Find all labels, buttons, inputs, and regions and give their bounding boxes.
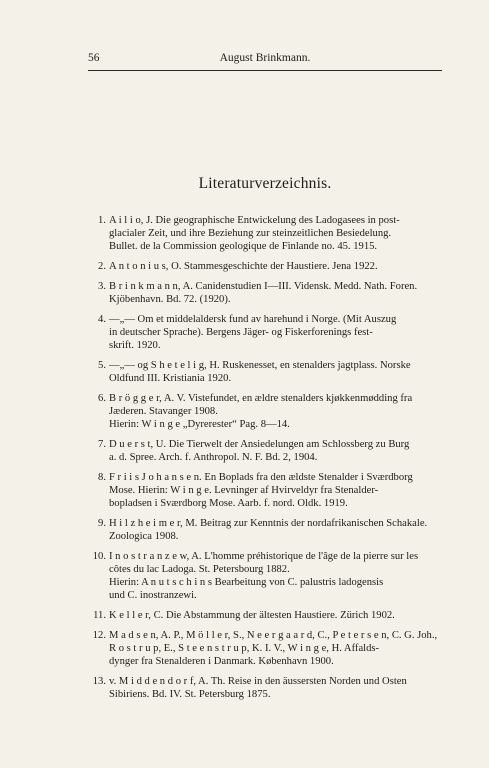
reference-text-line: Mose. Hierin: W i n g e. Levninger af Hvirveldyr fra Stenalder- [109, 485, 379, 496]
reference-entry [88, 214, 442, 253]
reference-text-line: a. d. Spree. Arch. f. Anthropol. N. F. Bd. 2, 1904. [109, 452, 318, 463]
reference-text-line: côtes du lac Ladoga. St. Petersbourg 1882. [109, 564, 290, 575]
reference-text-line: A n t o n i u s, O. Stammesgeschichte der Haustiere. Jena 1922. [109, 261, 378, 272]
reference-text-line: Hierin: A n u t s c h i n s Bearbeitung von C. palustris ladogensis [109, 577, 384, 588]
reference-text-line: in deutscher Sprache). Bergens Jäger- og Fiskerforenings fest- [109, 327, 373, 338]
reference-number: 2. [98, 261, 106, 272]
reference-text-line: —„— og S h e t e l i g, H. Ruskenesset, en stenalders jagtplass. Norske [109, 360, 411, 371]
section-title: Literaturverzeichnis. [198, 175, 332, 192]
reference-entry [88, 438, 442, 464]
reference-text-line: F r i i s J o h a n s e n. En Boplads fra den ældste Stenalder i Sværdborg [109, 472, 413, 483]
reference-text-line: —„— Om et middelaldersk fund av harehund i Norge. (Mit Auszug [109, 314, 397, 325]
reference-entry [88, 550, 442, 602]
reference-text-line: B r ö g g e r, A. V. Vistefundet, en ældre stenalders kjøkkenmødding fra [109, 393, 413, 404]
reference-entry [88, 517, 442, 543]
reference-entry [88, 629, 442, 668]
reference-text-line: H i l z h e i m e r, M. Beitrag zur Kenntnis der nordafrikanischen Schakale. [109, 518, 428, 529]
reference-list [88, 214, 442, 708]
reference-entry [88, 609, 442, 622]
reference-entry [88, 280, 442, 306]
reference-text-line: Zoologica 1908. [109, 531, 179, 542]
header-rule [88, 70, 442, 71]
reference-number: 13. [92, 676, 106, 687]
reference-text-line: und C. inostranzewi. [109, 590, 197, 601]
reference-text-line: v. M i d d e n d o r f, A. Th. Reise in den äussersten Norden und Osten [109, 676, 407, 687]
page-number: 56 [88, 52, 100, 64]
reference-number: 7. [98, 439, 106, 450]
reference-text-line: K e l l e r, C. Die Abstammung der ältesten Haustiere. Zürich 1902. [109, 610, 395, 621]
reference-number: 6. [98, 393, 106, 404]
page-header [88, 52, 442, 70]
reference-text-line: R o s t r u p, E., S t e e n s t r u p, K. I. V., W i n g e, H. Affalds- [109, 643, 380, 654]
reference-text-line: B r i n k m a n n, A. Canidenstudien I—III. Vidensk. Medd. Nath. Foren. [109, 281, 418, 292]
reference-entry [88, 313, 442, 352]
reference-text-line: bopladsen i Sværdborg Mose. Aarb. f. nord. Oldk. 1919. [109, 498, 348, 509]
reference-number: 4. [98, 314, 106, 325]
reference-number: 9. [98, 518, 106, 529]
reference-text-line: Kjöbenhavn. Bd. 72. (1920). [109, 294, 231, 305]
reference-number: 12. [92, 630, 106, 641]
reference-entry [88, 675, 442, 701]
reference-number: 3. [98, 281, 106, 292]
reference-text-line: A i l i o, J. Die geographische Entwickelung des Ladogasees in post- [109, 215, 400, 226]
reference-text-line: Sibiriens. Bd. IV. St. Petersburg 1875. [109, 689, 271, 700]
reference-number: 1. [98, 215, 106, 226]
reference-text-line: glacialer Zeit, und ihre Beziehung zur steinzeitlichen Besiedelung. [109, 228, 392, 239]
reference-text-line: I n o s t r a n z e w, A. L'homme préhistorique de l'âge de la pierre sur les [109, 551, 419, 562]
reference-entry [88, 359, 442, 385]
reference-number: 8. [98, 472, 106, 483]
reference-text-line: Hierin: W i n g e „Dyrerester“ Pag. 8—14. [109, 419, 290, 430]
reference-text-line: Bullet. de la Commission geologique de Finlande no. 45. 1915. [109, 241, 378, 252]
reference-text-line: Jæderen. Stavanger 1908. [109, 406, 218, 417]
reference-number: 10. [92, 551, 106, 562]
reference-text-line: M a d s e n, A. P., M ö l l e r, S., N e e r g a a r d, C., P e t e r s e n, C. G. Joh., [109, 630, 438, 641]
reference-text-line: dynger fra Stenalderen i Danmark. København 1900. [109, 656, 334, 667]
reference-number: 11. [93, 610, 106, 621]
reference-number: 5. [98, 360, 106, 371]
reference-text-line: D u e r s t, U. Die Tierwelt der Ansiedelungen am Schlossberg zu Burg [109, 439, 410, 450]
reference-text-line: Oldfund III. Kristiania 1920. [109, 373, 232, 384]
reference-entry [88, 471, 442, 510]
reference-text-line: skrift. 1920. [109, 340, 161, 351]
reference-entry [88, 260, 442, 273]
running-head: August Brinkmann. [219, 52, 311, 64]
reference-entry [88, 392, 442, 431]
